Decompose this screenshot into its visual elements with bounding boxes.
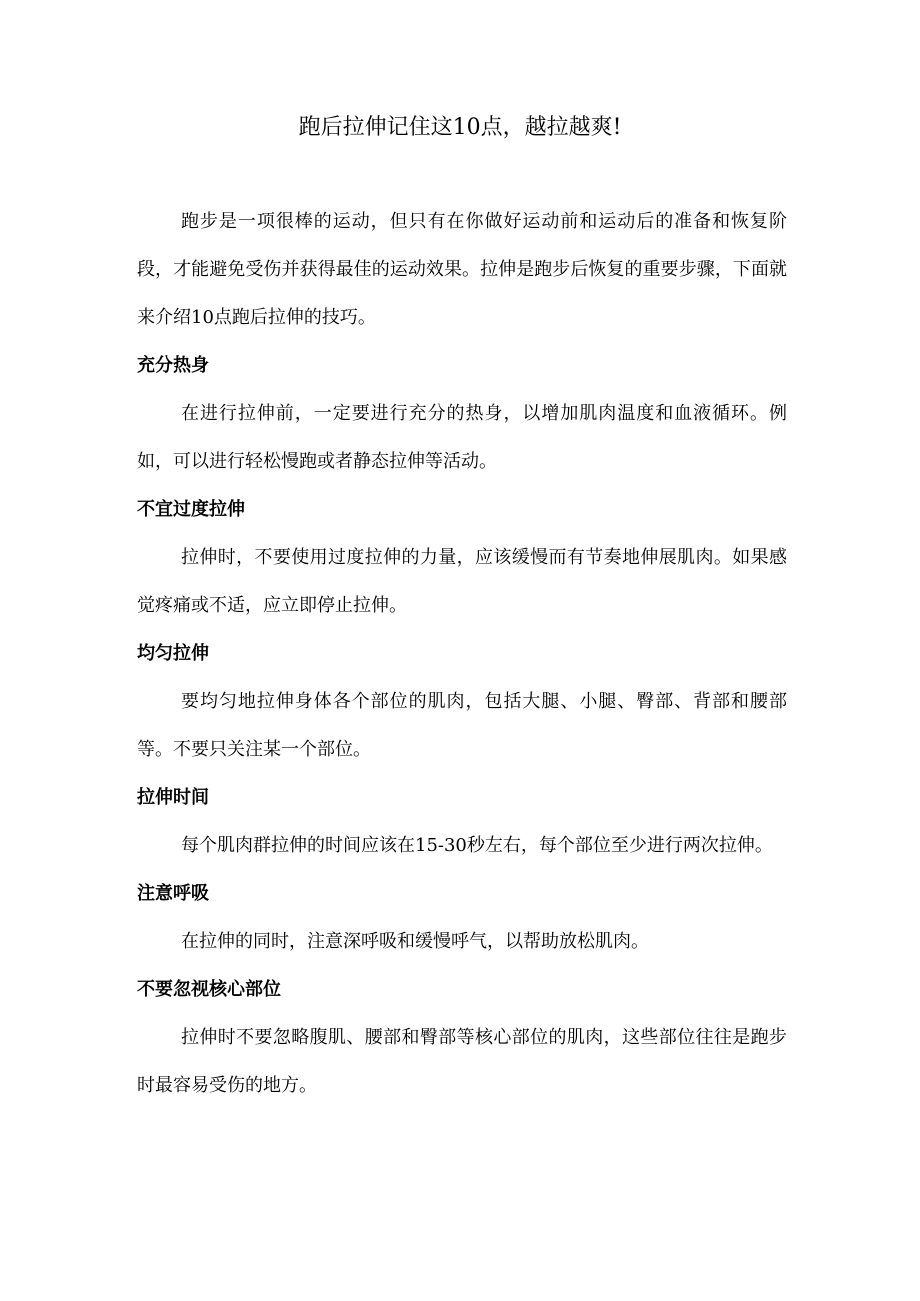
section-heading-even-stretch: 均匀拉伸 [137, 643, 209, 664]
section-heading-no-overstretch: 不宜过度拉伸 [137, 499, 245, 520]
section-heading-warmup: 充分热身 [137, 355, 209, 376]
intro-paragraph: 跑步是一项很棒的运动，但只有在你做好运动前和运动后的准备和恢复阶段，才能避免受伤并获得最佳的运动效果。拉伸是跑步后恢复的重要步骤，下面就来介绍10点跑后拉伸的技巧。 [137, 211, 787, 328]
document-title: 跑后拉伸记住这10点，越拉越爽! [298, 115, 622, 140]
section-body-no-overstretch: 拉伸时，不要使用过度拉伸的力量，应该缓慢而有节奏地伸展肌肉。如果感觉疼痛或不适，应立即停止拉伸。 [137, 547, 787, 616]
section-body-breathing: 在拉伸的同时，注意深呼吸和缓慢呼气，以帮助放松肌肉。 [181, 931, 649, 952]
section-body-core: 拉伸时不要忽略腹肌、腰部和臀部等核心部位的肌肉，这些部位往往是跑步时最容易受伤的地方。 [137, 1027, 787, 1096]
section-body-warmup: 在进行拉伸前，一定要进行充分的热身，以增加肌肉温度和血液循环。例如，可以进行轻松慢跑或者静态拉伸等活动。 [137, 403, 787, 472]
section-heading-stretch-time: 拉伸时间 [137, 787, 209, 808]
section-body-even-stretch: 要均匀地拉伸身体各个部位的肌肉，包括大腿、小腿、臀部、背部和腰部等。不要只关注某一个部位。 [137, 691, 787, 760]
document-body [137, 198, 787, 1110]
section-heading-core: 不要忽视核心部位 [137, 979, 281, 1000]
section-body-stretch-time: 每个肌肉群拉伸的时间应该在15-30秒左右，每个部位至少进行两次拉伸。 [181, 835, 773, 856]
section-heading-breathing: 注意呼吸 [137, 883, 209, 904]
